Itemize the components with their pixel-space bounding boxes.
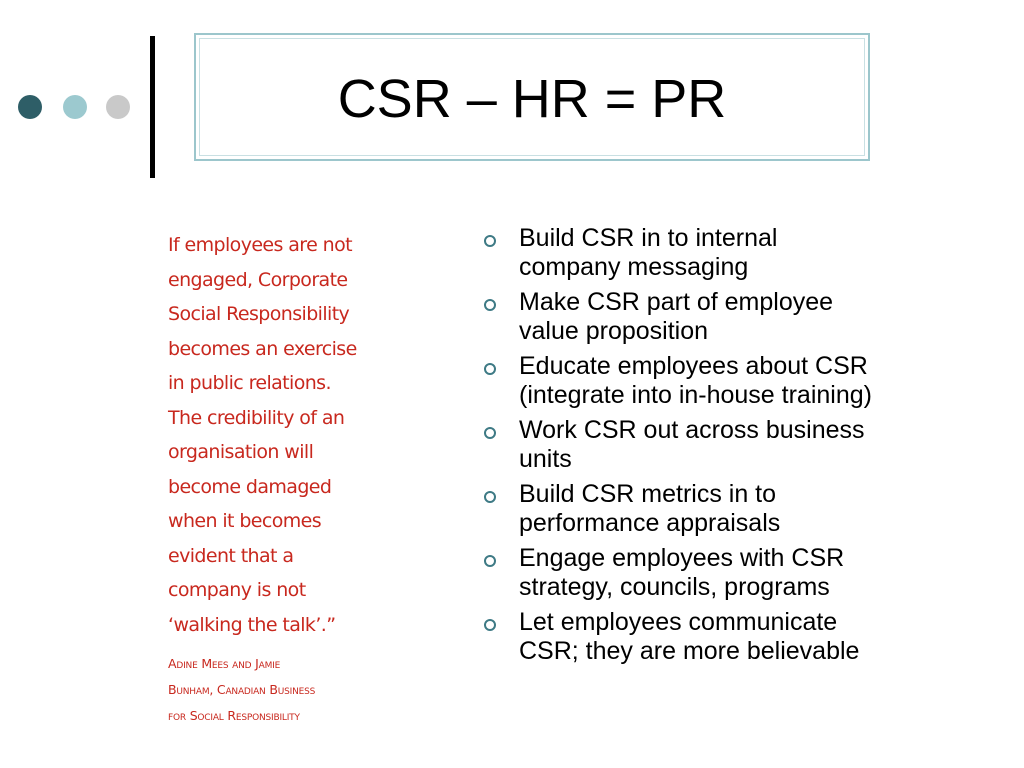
decorative-dots [18,95,138,119]
bullet-text: Build CSR metrics in to [519,480,777,508]
bullet-item [484,224,1004,282]
dot-gray-icon [106,95,130,119]
quote-line: becomes an exercise [168,337,357,360]
bullet-circle-icon [484,619,496,631]
bullet-text: value proposition [519,317,709,345]
bullet-circle-icon [484,299,496,311]
bullet-text: Make CSR part of employee [519,288,834,316]
quote-line: The credibility of an [168,406,345,429]
quote-line: If employees are not [168,234,352,256]
attribution-line: for Social Responsibility [168,708,300,723]
quote-line: company is not [168,579,306,601]
bullet-text: Educate employees about CSR [519,352,868,380]
quote-line: organisation will [168,441,314,463]
quote-line: evident that a [168,544,294,567]
bullet-item [484,544,1004,602]
bullet-item [484,352,1004,410]
bullet-list [484,224,1004,672]
slide-title: CSR – HR = PR [337,69,727,129]
bullet-circle-icon [484,555,496,567]
bullet-text: performance appraisals [519,509,781,537]
quote-line: become damaged [168,475,332,498]
bullet-item [484,480,1004,538]
bullet-text: Build CSR in to internal [519,224,778,252]
quote-attribution [168,651,408,729]
vertical-divider [150,36,155,178]
quote-line: engaged, Corporate [168,268,348,291]
bullet-text: (integrate into in-house training) [519,381,872,409]
bullet-circle-icon [484,491,496,503]
dot-light-teal-icon [63,95,87,119]
quote-line: ‘walking the talk’.” [168,613,336,636]
bullet-item [484,416,1004,474]
attribution-line: Adine Mees and Jamie [168,656,281,671]
bullet-text: Work CSR out across business [519,416,865,444]
title-frame [194,33,870,161]
attribution-line: Bunham, Canadian Business [168,682,316,697]
quote-line: Social Responsibility [168,303,350,325]
bullet-item [484,608,1004,666]
quote-line: when it becomes [168,510,322,532]
bullet-text: Engage employees with CSR [519,544,845,572]
bullet-text: CSR; they are more believable [519,637,860,665]
bullet-item [484,288,1004,346]
bullet-circle-icon [484,427,496,439]
bullet-circle-icon [484,235,496,247]
dot-dark-teal-icon [18,95,42,119]
bullet-circle-icon [484,363,496,375]
quote-block [168,228,408,642]
bullet-text: strategy, councils, programs [519,573,830,601]
bullet-text: company messaging [519,253,749,281]
quote-line: in public relations. [168,372,331,394]
bullet-text: units [519,445,572,473]
bullet-text: Let employees communicate [519,608,838,636]
